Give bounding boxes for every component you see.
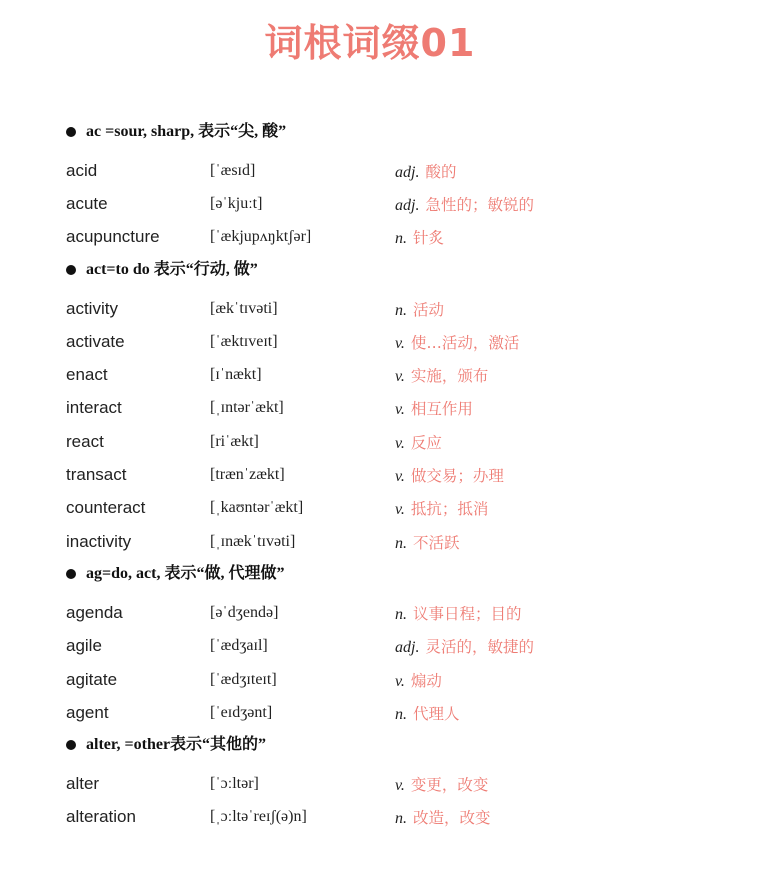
vocab-entry	[66, 358, 746, 391]
entry-part-of-speech: v.	[395, 501, 405, 519]
vocab-entry	[66, 154, 746, 187]
entry-word: alteration	[66, 807, 136, 827]
entry-word: activate	[66, 331, 125, 351]
entry-phonetic: [ˌɪntərˈækt]	[210, 399, 284, 417]
entry-part-of-speech: adj.	[395, 163, 420, 181]
entry-phonetic: [riˈækt]	[210, 432, 259, 450]
entry-word: acupuncture	[66, 227, 160, 247]
entry-word: activity	[66, 298, 118, 318]
vocab-entry	[66, 596, 746, 629]
section-heading-text: ag=do, act, 表示“做, 代理做”	[86, 565, 285, 583]
entry-definition	[395, 397, 473, 419]
entry-part-of-speech: n.	[395, 534, 407, 552]
entry-word: alter	[66, 774, 100, 794]
entry-word: agitate	[66, 669, 118, 689]
entry-definition	[395, 602, 522, 624]
vocab-entry	[66, 767, 746, 800]
entry-definition	[395, 331, 519, 353]
entry-part-of-speech: n.	[395, 705, 407, 723]
section-heading	[66, 254, 746, 286]
entry-part-of-speech: n.	[395, 230, 407, 248]
entry-part-of-speech: v.	[395, 468, 405, 486]
vocabulary-list	[66, 116, 746, 834]
entry-meaning: 代理人	[413, 704, 460, 723]
entry-meaning: 做交易；办理	[410, 467, 504, 486]
entry-phonetic: [ˈæsɪd]	[210, 161, 256, 179]
entry-part-of-speech: v.	[395, 777, 405, 795]
entry-meaning: 议事日程；目的	[413, 604, 522, 623]
entry-definition	[395, 635, 534, 657]
entry-word: inactivity	[66, 531, 132, 551]
entry-phonetic: [əˈdʒendə]	[210, 603, 279, 621]
entry-definition	[395, 226, 444, 248]
bullet-icon	[66, 569, 76, 579]
entry-phonetic: [ɪˈnækt]	[210, 366, 262, 384]
entry-meaning: 煽动	[410, 671, 442, 690]
section-heading	[66, 729, 746, 761]
vocab-entry	[66, 525, 746, 558]
section-heading-text: ac =sour, sharp, 表示“尖, 酸”	[86, 123, 287, 140]
entry-part-of-speech: v.	[395, 434, 405, 452]
entry-meaning: 活动	[413, 300, 445, 319]
entry-definition	[395, 669, 442, 691]
entry-meaning: 使…活动，激活	[410, 333, 520, 352]
entry-meaning: 反应	[410, 433, 442, 452]
entry-meaning: 酸的	[425, 162, 457, 181]
entry-definition	[395, 298, 444, 320]
entry-word: counteract	[66, 498, 146, 518]
section-heading	[66, 558, 746, 590]
vocab-section	[66, 729, 746, 834]
entry-definition	[395, 464, 504, 486]
entry-meaning: 抵抗；抵消	[410, 500, 489, 519]
entry-meaning: 相互作用	[410, 400, 473, 419]
vocab-entry	[66, 292, 746, 325]
entry-definition	[395, 364, 488, 386]
vocab-entry	[66, 187, 746, 220]
entry-part-of-speech: adj.	[395, 196, 420, 214]
entry-word: enact	[66, 365, 108, 385]
entry-part-of-speech: v.	[395, 672, 405, 690]
entry-phonetic: [ˌɪnækˈtɪvəti]	[210, 532, 296, 550]
entry-word: agile	[66, 636, 102, 656]
entry-word: transact	[66, 465, 127, 485]
entry-word: acid	[66, 160, 98, 180]
entry-phonetic: [trænˈzækt]	[210, 466, 285, 484]
entry-word: agenda	[66, 602, 123, 622]
section-heading-text: act=to do 表示“行动, 做”	[86, 260, 258, 278]
entry-definition	[395, 773, 488, 795]
entry-phonetic: [ˈæktɪveɪt]	[210, 332, 278, 350]
vocab-entry	[66, 325, 746, 358]
entry-definition	[395, 531, 460, 553]
vocab-entry	[66, 492, 746, 525]
entry-definition	[395, 497, 488, 519]
entry-meaning: 灵活的，敏捷的	[425, 638, 534, 657]
entry-part-of-speech: n.	[395, 301, 407, 319]
entry-definition	[395, 702, 460, 724]
entry-phonetic: [ækˈtɪvəti]	[210, 299, 278, 317]
entry-part-of-speech: n.	[395, 810, 407, 828]
entry-part-of-speech: v.	[395, 401, 405, 419]
page-title: 词根词缀01	[264, 21, 476, 65]
entry-phonetic: [ˌɔːltəˈreɪʃ(ə)n]	[210, 808, 307, 826]
entry-part-of-speech: v.	[395, 368, 405, 386]
vocab-entry	[66, 630, 746, 663]
section-heading	[66, 116, 746, 148]
vocab-entry	[66, 801, 746, 834]
entry-phonetic: [əˈkjuːt]	[210, 194, 263, 212]
entry-definition	[395, 431, 442, 453]
entry-phonetic: [ˈækjupʌŋktʃər]	[210, 228, 312, 246]
vocab-entry	[66, 458, 746, 491]
entry-meaning: 针炙	[413, 229, 445, 248]
entry-phonetic: [ˈɔːltər]	[210, 775, 259, 793]
bullet-icon	[66, 127, 76, 137]
vocab-section	[66, 116, 746, 254]
entry-word: react	[66, 431, 104, 451]
vocab-entry	[66, 663, 746, 696]
vocab-section	[66, 254, 746, 558]
entry-word: agent	[66, 702, 109, 722]
entry-meaning: 不活跃	[413, 533, 460, 552]
entry-phonetic: [ˈædʒaɪl]	[210, 637, 268, 655]
entry-meaning: 急性的；敏锐的	[425, 195, 534, 214]
entry-phonetic: [ˈædʒɪteɪt]	[210, 670, 277, 688]
entry-definition	[395, 806, 491, 828]
entry-meaning: 变更，改变	[410, 776, 489, 795]
vocab-entry	[66, 221, 746, 254]
entry-part-of-speech: v.	[395, 334, 405, 352]
entry-phonetic: [ˌkaʊntərˈækt]	[210, 499, 304, 517]
entry-part-of-speech: n.	[395, 605, 407, 623]
vocab-entry	[66, 696, 746, 729]
entry-word: acute	[66, 193, 108, 213]
entry-definition	[395, 193, 534, 215]
bullet-icon	[66, 740, 76, 750]
entry-part-of-speech: adj.	[395, 639, 420, 657]
entry-word: interact	[66, 398, 122, 418]
entry-phonetic: [ˈeɪdʒənt]	[210, 703, 273, 721]
entry-meaning: 实施，颁布	[410, 367, 489, 386]
bullet-icon	[66, 265, 76, 275]
entry-meaning: 改造，改变	[413, 809, 491, 828]
vocab-entry	[66, 425, 746, 458]
vocab-section	[66, 558, 746, 729]
entry-definition	[395, 160, 456, 182]
section-heading-text: alter, =other表示“其他的”	[86, 736, 267, 754]
vocab-entry	[66, 392, 746, 425]
